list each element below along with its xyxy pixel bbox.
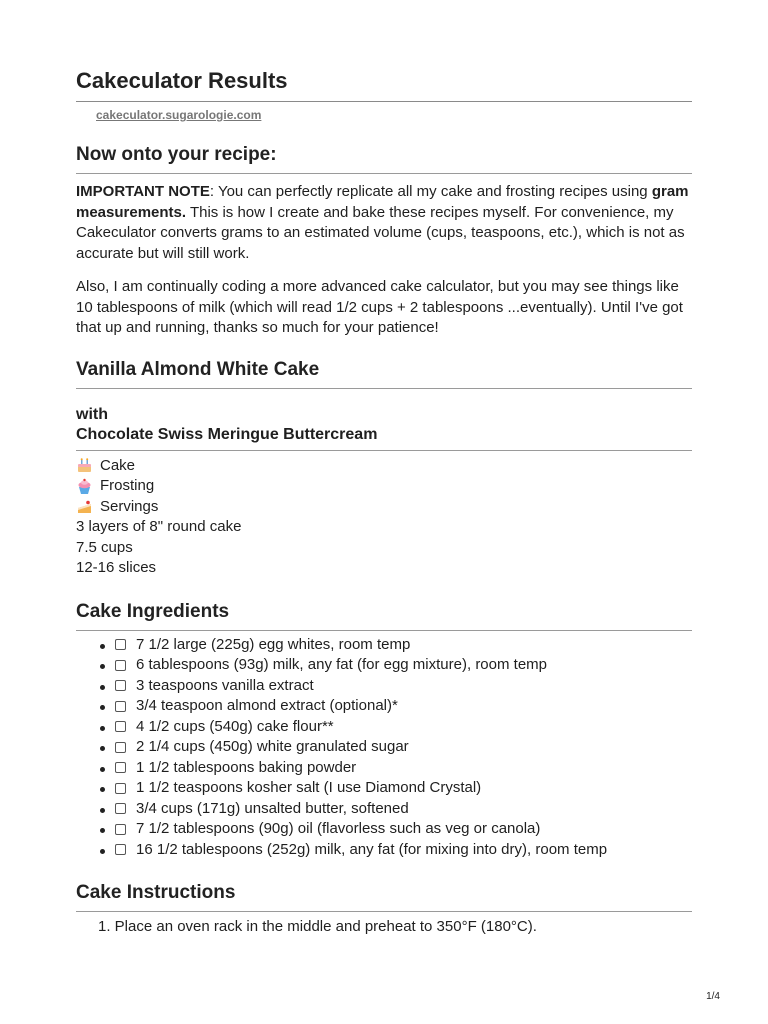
checkbox[interactable] <box>115 803 126 814</box>
list-item <box>76 778 692 799</box>
ingredient-text: 3/4 cups (171g) unsalted butter, softened <box>136 799 409 817</box>
cupcake-icon <box>76 478 93 495</box>
checkbox[interactable] <box>115 639 126 650</box>
instructions-heading: Cake Instructions <box>76 882 692 912</box>
cake-title: Vanilla Almond White Cake <box>76 359 692 389</box>
meta-value-slices: 12-16 slices <box>76 559 157 576</box>
checkbox[interactable] <box>115 783 126 794</box>
bullet-icon <box>100 726 105 731</box>
with-label: with <box>76 405 108 423</box>
checkbox[interactable] <box>115 701 126 712</box>
cake-icon <box>76 457 93 474</box>
note-bold: gram measurements. <box>76 183 689 221</box>
checkbox[interactable] <box>115 742 126 753</box>
list-item <box>76 758 692 779</box>
document-page <box>76 64 692 938</box>
instructions-list <box>76 917 692 938</box>
bullet-icon <box>100 787 105 792</box>
ingredient-text: 1 1/2 teaspoons kosher salt (I use Diamond Crystal) <box>136 779 482 796</box>
ingredients-list <box>76 635 692 861</box>
ingredient-text: 3 teaspoons vanilla extract <box>136 676 314 694</box>
ingredient-text: 16 1/2 tablespoons (252g) milk, any fat (for mixing into dry), room temp <box>136 840 608 858</box>
ingredients-heading: Cake Ingredients <box>76 601 692 631</box>
meta-label-servings: Servings <box>100 497 159 515</box>
checkbox[interactable] <box>115 844 126 855</box>
bullet-icon <box>100 849 105 854</box>
list-item <box>76 819 692 840</box>
recipe-meta <box>76 456 692 579</box>
ingredient-text: 7 1/2 large (225g) egg whites, room temp <box>136 635 411 653</box>
bullet-icon <box>100 664 105 669</box>
list-item <box>76 676 692 697</box>
ingredient-text: 1 1/2 tablespoons baking powder <box>136 758 357 776</box>
checkbox[interactable] <box>115 824 126 835</box>
bullet-icon <box>100 644 105 649</box>
bullet-icon <box>100 685 105 690</box>
checkbox[interactable] <box>115 680 126 691</box>
checkbox[interactable] <box>115 762 126 773</box>
bullet-icon <box>100 705 105 710</box>
meta-row-cake <box>76 456 692 477</box>
note-label: IMPORTANT NOTE <box>76 183 210 200</box>
frosting-title: Chocolate Swiss Meringue Buttercream <box>76 425 692 451</box>
note-text1: : You can perfectly replicate all my cake and frosting recipes using <box>209 183 652 200</box>
ingredient-text: 3/4 teaspoon almond extract (optional)* <box>136 697 398 714</box>
meta-value-layers: 3 layers of 8" round cake <box>76 518 242 535</box>
meta-row-frosting <box>76 476 692 497</box>
patience-paragraph: Also, I am continually coding a more advanced cake calculator, but you may see things like 10 tablespoons of milk (which will read 1/2 cups + 2 tablespoons ...eventually). Until I've got that up and running, thanks so much for your patience! <box>76 278 683 336</box>
recipe-heading: Now onto your recipe: <box>76 144 692 174</box>
cake-slice-icon <box>76 498 93 515</box>
meta-value-cups: 7.5 cups <box>76 538 133 556</box>
ingredient-text: 7 1/2 tablespoons (90g) oil (flavorless such as veg or canola) <box>136 820 541 837</box>
list-item <box>76 635 692 656</box>
list-item <box>76 717 692 738</box>
bullet-icon <box>100 767 105 772</box>
page-number: 1/4 <box>706 991 720 1002</box>
frosting-block <box>76 405 692 451</box>
ingredient-text: 2 1/4 cups (450g) white granulated sugar <box>136 738 409 755</box>
source-link[interactable]: cakeculator.sugarologie.com <box>96 108 262 122</box>
ingredient-text: 4 1/2 cups (540g) cake flour** <box>136 717 334 735</box>
list-item <box>76 737 692 758</box>
instruction-step: 1. Place an oven rack in the middle and preheat to 350°F (180°C). <box>98 918 537 935</box>
list-item <box>76 799 692 820</box>
ingredient-text: 6 tablespoons (93g) milk, any fat (for egg mixture), room temp <box>136 656 548 673</box>
bullet-icon <box>100 746 105 751</box>
meta-row-servings <box>76 497 692 518</box>
list-item <box>76 696 692 717</box>
bullet-icon <box>100 808 105 813</box>
meta-label-frosting: Frosting <box>100 477 155 494</box>
bullet-icon <box>100 828 105 833</box>
checkbox[interactable] <box>115 721 126 732</box>
page-title: Cakeculator Results <box>76 64 692 102</box>
note-text2: This is how I create and bake these recipes myself. For convenience, my Cakeculator converts grams to an estimated volume (cups, teaspoons, etc.), which is not as accurate but will still work. <box>76 203 685 262</box>
list-item <box>76 840 692 861</box>
list-item <box>76 655 692 676</box>
important-note <box>76 182 692 264</box>
meta-label-cake: Cake <box>100 456 136 474</box>
checkbox[interactable] <box>115 660 126 671</box>
